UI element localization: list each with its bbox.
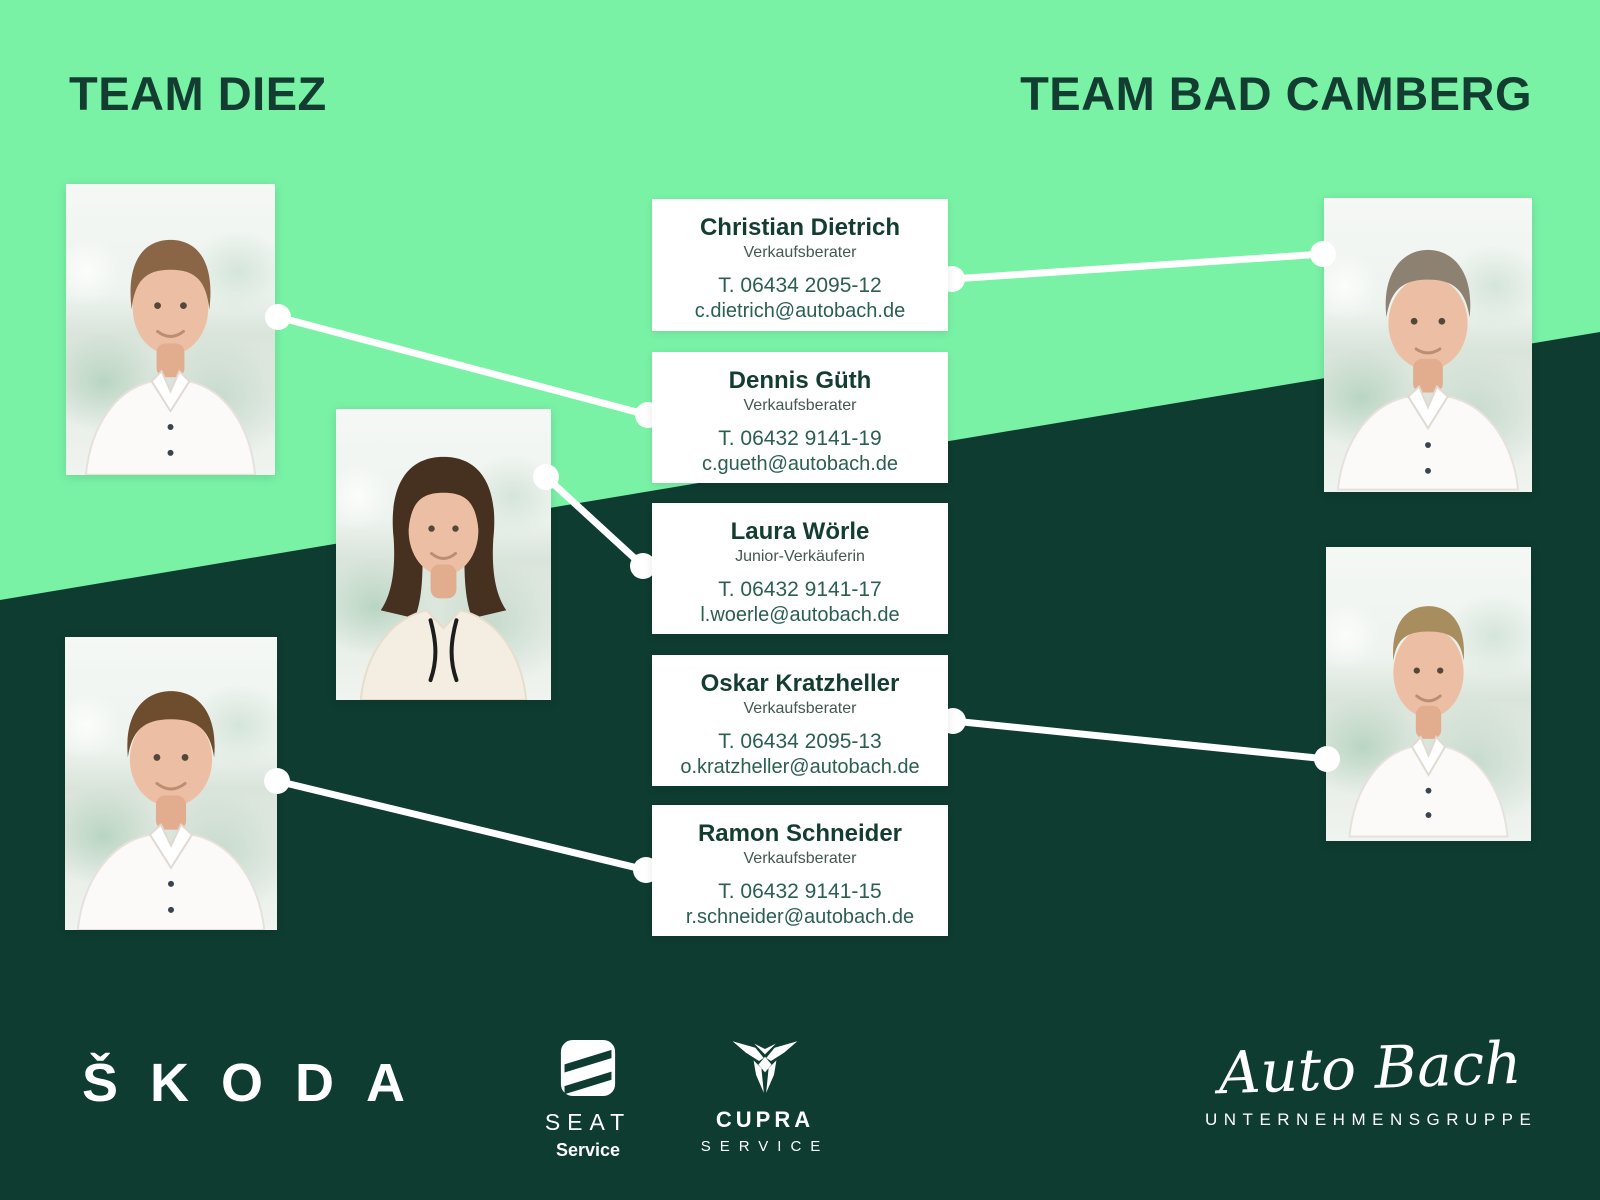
member-role: Verkaufsberater xyxy=(743,700,857,717)
member-name: Laura Wörle xyxy=(730,518,870,545)
seat-service-label: Service xyxy=(555,1140,621,1160)
team-bad-camberg-title: TEAM BAD CAMBERG xyxy=(1020,67,1532,120)
person-placeholder-icon xyxy=(336,409,551,700)
member-name: Christian Dietrich xyxy=(699,214,901,241)
member-role: Junior-Verkäuferin xyxy=(735,548,865,565)
member-phone: T. 06432 9141-15 xyxy=(718,880,882,903)
contact-card-ramon-schneider xyxy=(652,805,948,936)
skoda-logo: ŠKODA xyxy=(82,1053,438,1113)
member-name: Dennis Güth xyxy=(728,367,872,394)
member-role: Verkaufsberater xyxy=(743,397,857,414)
person-placeholder-icon xyxy=(1326,547,1531,841)
member-name: Ramon Schneider xyxy=(697,820,903,847)
auto-bach-script-wordmark: Auto Bach xyxy=(1217,1028,1523,1108)
contact-card-christian-dietrich xyxy=(652,199,948,331)
seat-wordmark: SEAT xyxy=(544,1109,632,1135)
auto-bach-logo xyxy=(1205,1028,1538,1130)
cupra-service-logo xyxy=(695,1040,835,1155)
member-role: Verkaufsberater xyxy=(743,850,857,867)
person-placeholder-icon xyxy=(1324,198,1532,492)
portrait-laura-woerle xyxy=(336,409,551,700)
person-placeholder-icon xyxy=(66,184,275,475)
member-email: c.gueth@autobach.de xyxy=(701,453,898,475)
member-phone: T. 06432 9141-17 xyxy=(718,578,882,601)
member-phone: T. 06434 2095-12 xyxy=(718,274,882,297)
member-name: Oskar Kratzheller xyxy=(700,670,900,697)
unternehmensgruppe-label: UNTERNEHMENSGRUPPE xyxy=(1205,1110,1538,1129)
portrait-dennis-gueth xyxy=(66,184,275,475)
contact-card-oskar-kratzheller xyxy=(652,655,948,786)
member-email: l.woerle@autobach.de xyxy=(700,604,900,626)
member-email: c.dietrich@autobach.de xyxy=(694,300,906,322)
contact-card-laura-woerle xyxy=(652,503,948,634)
person-placeholder-icon xyxy=(65,637,277,930)
portrait-christian-dietrich xyxy=(1324,198,1532,492)
cupra-service-label: SERVICE xyxy=(700,1138,830,1155)
contact-card-dennis-gueth xyxy=(652,352,948,483)
seat-s-icon xyxy=(559,1040,617,1096)
member-role: Verkaufsberater xyxy=(743,244,857,261)
member-phone: T. 06432 9141-19 xyxy=(718,427,882,450)
portrait-oskar-kratzheller xyxy=(1326,547,1531,841)
cupra-emblem-icon xyxy=(728,1040,802,1094)
member-phone: T. 06434 2095-13 xyxy=(718,730,882,753)
member-email: o.kratzheller@autobach.de xyxy=(680,756,920,778)
team-diez-title: TEAM DIEZ xyxy=(69,67,327,120)
member-email: r.schneider@autobach.de xyxy=(685,906,915,928)
portrait-ramon-schneider xyxy=(65,637,277,930)
cupra-wordmark: CUPRA xyxy=(715,1107,815,1132)
seat-service-logo xyxy=(525,1040,651,1161)
